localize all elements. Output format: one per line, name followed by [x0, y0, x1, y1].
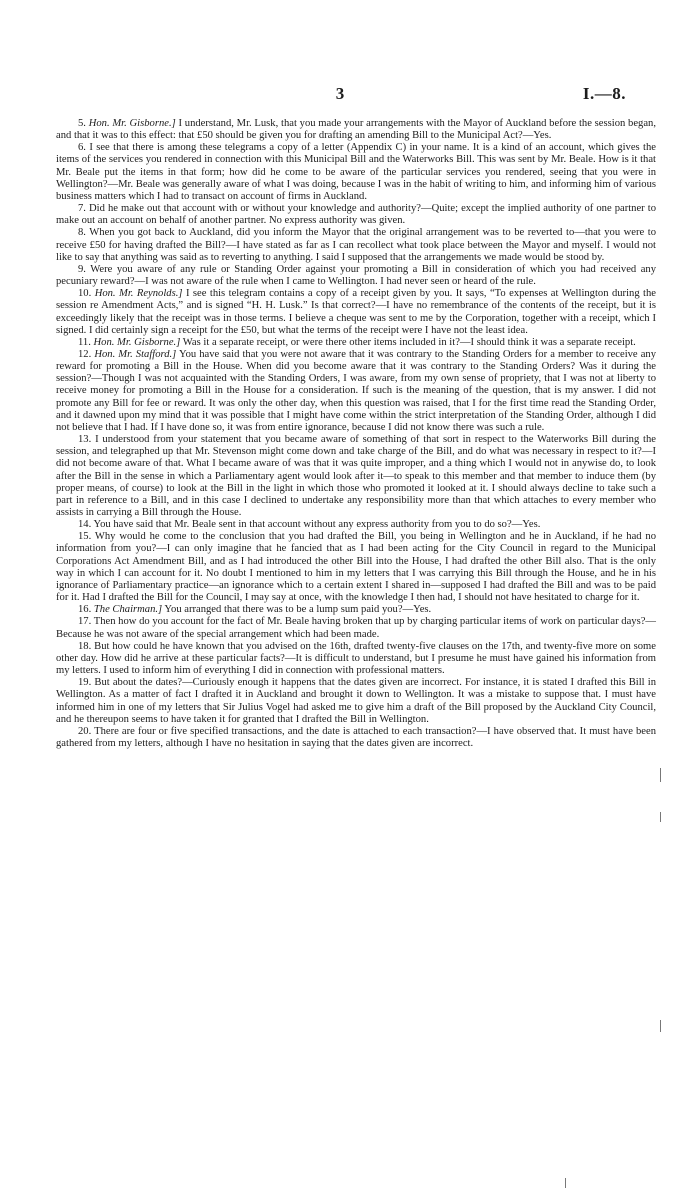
question-number: 5. — [78, 118, 89, 129]
question-number: 9. — [78, 263, 91, 275]
question-number: 6. — [78, 142, 90, 154]
question-number: 15. — [78, 531, 95, 543]
paragraph-text: Then how do you account for the fact of Mr. Beale having broken that up by charging particular items of work on particular days?—Because he was not aware of the special arrangement which had been made. — [56, 616, 656, 640]
question-number: 13. — [78, 434, 96, 446]
speaker-name: The Chairman.] — [93, 604, 163, 616]
paragraph-text: You have said that you were not aware that it was contrary to the Standing Orders for a member to receive any reward for promoting a Bill in the House. When did you become aware that it was contrary to the Standing Orders? Was it during the session?—Though I was not acquainted with the Standing Orders, I was aware, from my own sense of propriety, that I was not at liberty to receive money for promoting a Bill in the House for a consideration. If such is the meaning of the question, that is my answer. I did not promote any Bill for fee or reward. It was only the other day, when this question was raised, that I for the first time read the Standing Order, and it dawned upon my mind that it was possible that I might have come within the strict interpretation of the Standing Order, although I did not believe that I had. If I have done so, it was from entire ignorance, because I did not know there was such a rule. — [56, 348, 656, 433]
margin-rule-mark — [660, 1020, 661, 1032]
page-reference: I.—8. — [582, 84, 626, 103]
speaker-name: Hon. Mr. Stafford.] — [94, 348, 177, 360]
paragraph-text: I see this telegram contains a copy of a receipt given by you. It says, “To expenses at Wellington during the session re Amendment Acts,” and is signed “H. H. Lusk.” Is that correct?—I have no remembrance of the contents of the receipt, but it is exceedingly likely that the receipt was in those terms. I believe a cheque was sent to me by the Corporation, together with a receipt, which I signed. I did certainly sign a receipt for the £50, but what the terms of the receipt were I have not the least idea. — [56, 288, 657, 336]
question-paragraph — [56, 203, 656, 227]
paragraph-text: I see that there is among these telegrams a copy of a letter (Appendix C) in your name. It is a kind of an account, which gives the items of the services you rendered in connection with this Municipal Bill and the Waterworks Bill. This was sent by Mr. Beale. How is it that Mr. Beale put the items in that form; how did he come to be aware of the particular services you rendered, seeing that you were in Wellington?—Mr. Beale was generally aware of what I was doing, because I was in the habit of writing to him, and informing him of various business matters which I had to transact on account of firms in Auckland. — [56, 142, 656, 202]
question-paragraph — [56, 604, 656, 616]
question-number: 18. — [78, 640, 95, 652]
paragraph-text: You have said that Mr. Beale sent in that account without any express authority from you to do so?—Yes. — [93, 519, 541, 531]
paragraph-text: When you got back to Auckland, did you inform the Mayor that the original arrangement was to be reverted to—that you were to receive £50 for having drafted the Bill?—I have stated as far as I can recollect what took place between the Mayor and myself. I would not like to say that anything was said as to reverting to anything. I said I supposed that the arrangements we made would be stood by. — [56, 227, 656, 263]
paragraph-text: Were you aware of any rule or Standing Order against your promoting a Bill in consideration of which you had received any pecuniary reward?—I was not aware of the rule when I came to Wellington. I had never seen or heard of the rule. — [56, 263, 656, 288]
question-number: 19. — [78, 677, 95, 689]
question-number: 17. — [78, 616, 94, 628]
page-body — [56, 118, 656, 750]
question-number: 16. — [78, 604, 94, 616]
paragraph-text: Why would he come to the conclusion that you had drafted the Bill, you being in Wellington and he in Auckland, if he had no information from you?—I can only imagine that he fancied that as I had been acting for the City Council in regard to the Municipal Corporations Act Amendment Bill, and as I had introduced the other Bill into the House, I had drafted the other Bill also. That is the only way in which I can account for it. No doubt I mentioned to him in my letters that I was carrying this Bill through the House, and he in his ignorance of Parliamentary practice—an ignorance which to a certain extent I shared in—supposed I had drafted the Bill and was to be paid for it. Had I drafted the Bill for the Council, I may say at once, with the knowledge I then had, I should not have hesitated to charge for it. — [56, 531, 656, 604]
paragraph-text: But about the dates?—Curiously enough it happens that the dates given are incorrect. For instance, it is stated I drafted this Bill in Wellington. As a matter of fact I drafted it in Auckland and brought it down to Wellington. It was a mistake to suppose that. I must have informed him in one of my letters that Sir Julius Vogel had asked me to give him a draft of the Bill proposed by the Auckland City Council, and he thereupon seems to have taken it for granted that I drafted the Bill in Wellington. — [56, 677, 657, 725]
question-paragraph — [56, 434, 656, 519]
paragraph-text: But how could he have known that you advised on the 16th, drafted twenty-five clauses on the 17th, and twenty-five more on some other day. How did he arrive at these particular facts?—It is difficult to understand, but I presume he must have gained his information from my letters. I used to inform him of everything I did in connection with professional matters. — [56, 640, 656, 677]
question-paragraph — [56, 616, 656, 640]
question-paragraph — [56, 288, 656, 337]
question-paragraph — [56, 519, 656, 531]
question-number: 10. — [78, 288, 95, 300]
page-number: 3 — [335, 84, 345, 103]
question-paragraph — [56, 726, 656, 750]
question-number: 12. — [78, 348, 95, 360]
question-number: 8. — [78, 227, 90, 239]
margin-rule-mark — [660, 812, 661, 822]
question-number: 7. — [78, 203, 89, 215]
margin-rule-mark — [565, 1178, 566, 1188]
question-number: 20. — [78, 725, 95, 737]
page-header — [0, 84, 700, 106]
speaker-name: Hon. Mr. Reynolds.] — [94, 288, 183, 300]
question-paragraph — [56, 641, 656, 677]
paragraph-text: There are four or five specified transactions, and the date is attached to each transaction?—I have observed that. It must have been gathered from my letters, although I have no hesitation in saying that the dates given are incorrect. — [56, 725, 656, 749]
question-paragraph — [56, 337, 656, 349]
question-paragraph — [56, 142, 656, 203]
question-paragraph — [56, 349, 656, 434]
paragraph-text: You arranged that there was to be a lump sum paid you?—Yes. — [162, 604, 432, 616]
question-paragraph — [56, 264, 656, 288]
margin-rule-mark — [660, 768, 661, 782]
question-paragraph — [56, 531, 656, 604]
paragraph-text: I understood from your statement that you became aware of something of that sort in respect to the Waterworks Bill during the session, and telegraphed up that Mr. Stevenson might come down and take charge of the Bill, and do what was necessary in respect to it?—I did not become aware of that. What I became aware of was that it was quite improper, and a thing which I would not in anywise do, to look after the Bill in the sense in which a Parliamentary agent would look after it—to speak to this member and that member to induce them (by proper means, of course) to look at the Bill in the light in which those who promoted it looked at it. I should always decline to take such a part in reference to a Bill, and in this case I declined to undertake any responsibility more than that which attaches to every member who assists in carrying a Bill through the House. — [56, 434, 656, 518]
speaker-name: Hon. Mr. Gisborne.] — [93, 336, 181, 348]
question-paragraph — [56, 677, 656, 726]
paragraph-text: I understand, Mr. Lusk, that you made your arrangements with the Mayor of Auckland before the session began, and that it was to this effect: that £50 should be given you for drafting an amending Bill to the Municipal Act?—Yes. — [56, 118, 656, 142]
question-number: 11. — [78, 336, 94, 348]
speaker-name: Hon. Mr. Gisborne.] — [88, 118, 176, 129]
paragraph-text: Was it a separate receipt, or were there other items included in it?—I should think it was a separate receipt. — [180, 336, 636, 348]
paragraph-text: Did he make out that account with or without your knowledge and authority?—Quite; except the implied authority of one partner to make out an account on behalf of another partner. No express authority was given. — [56, 203, 657, 227]
question-paragraph — [56, 118, 656, 142]
question-paragraph — [56, 227, 656, 263]
question-number: 14. — [78, 519, 94, 531]
